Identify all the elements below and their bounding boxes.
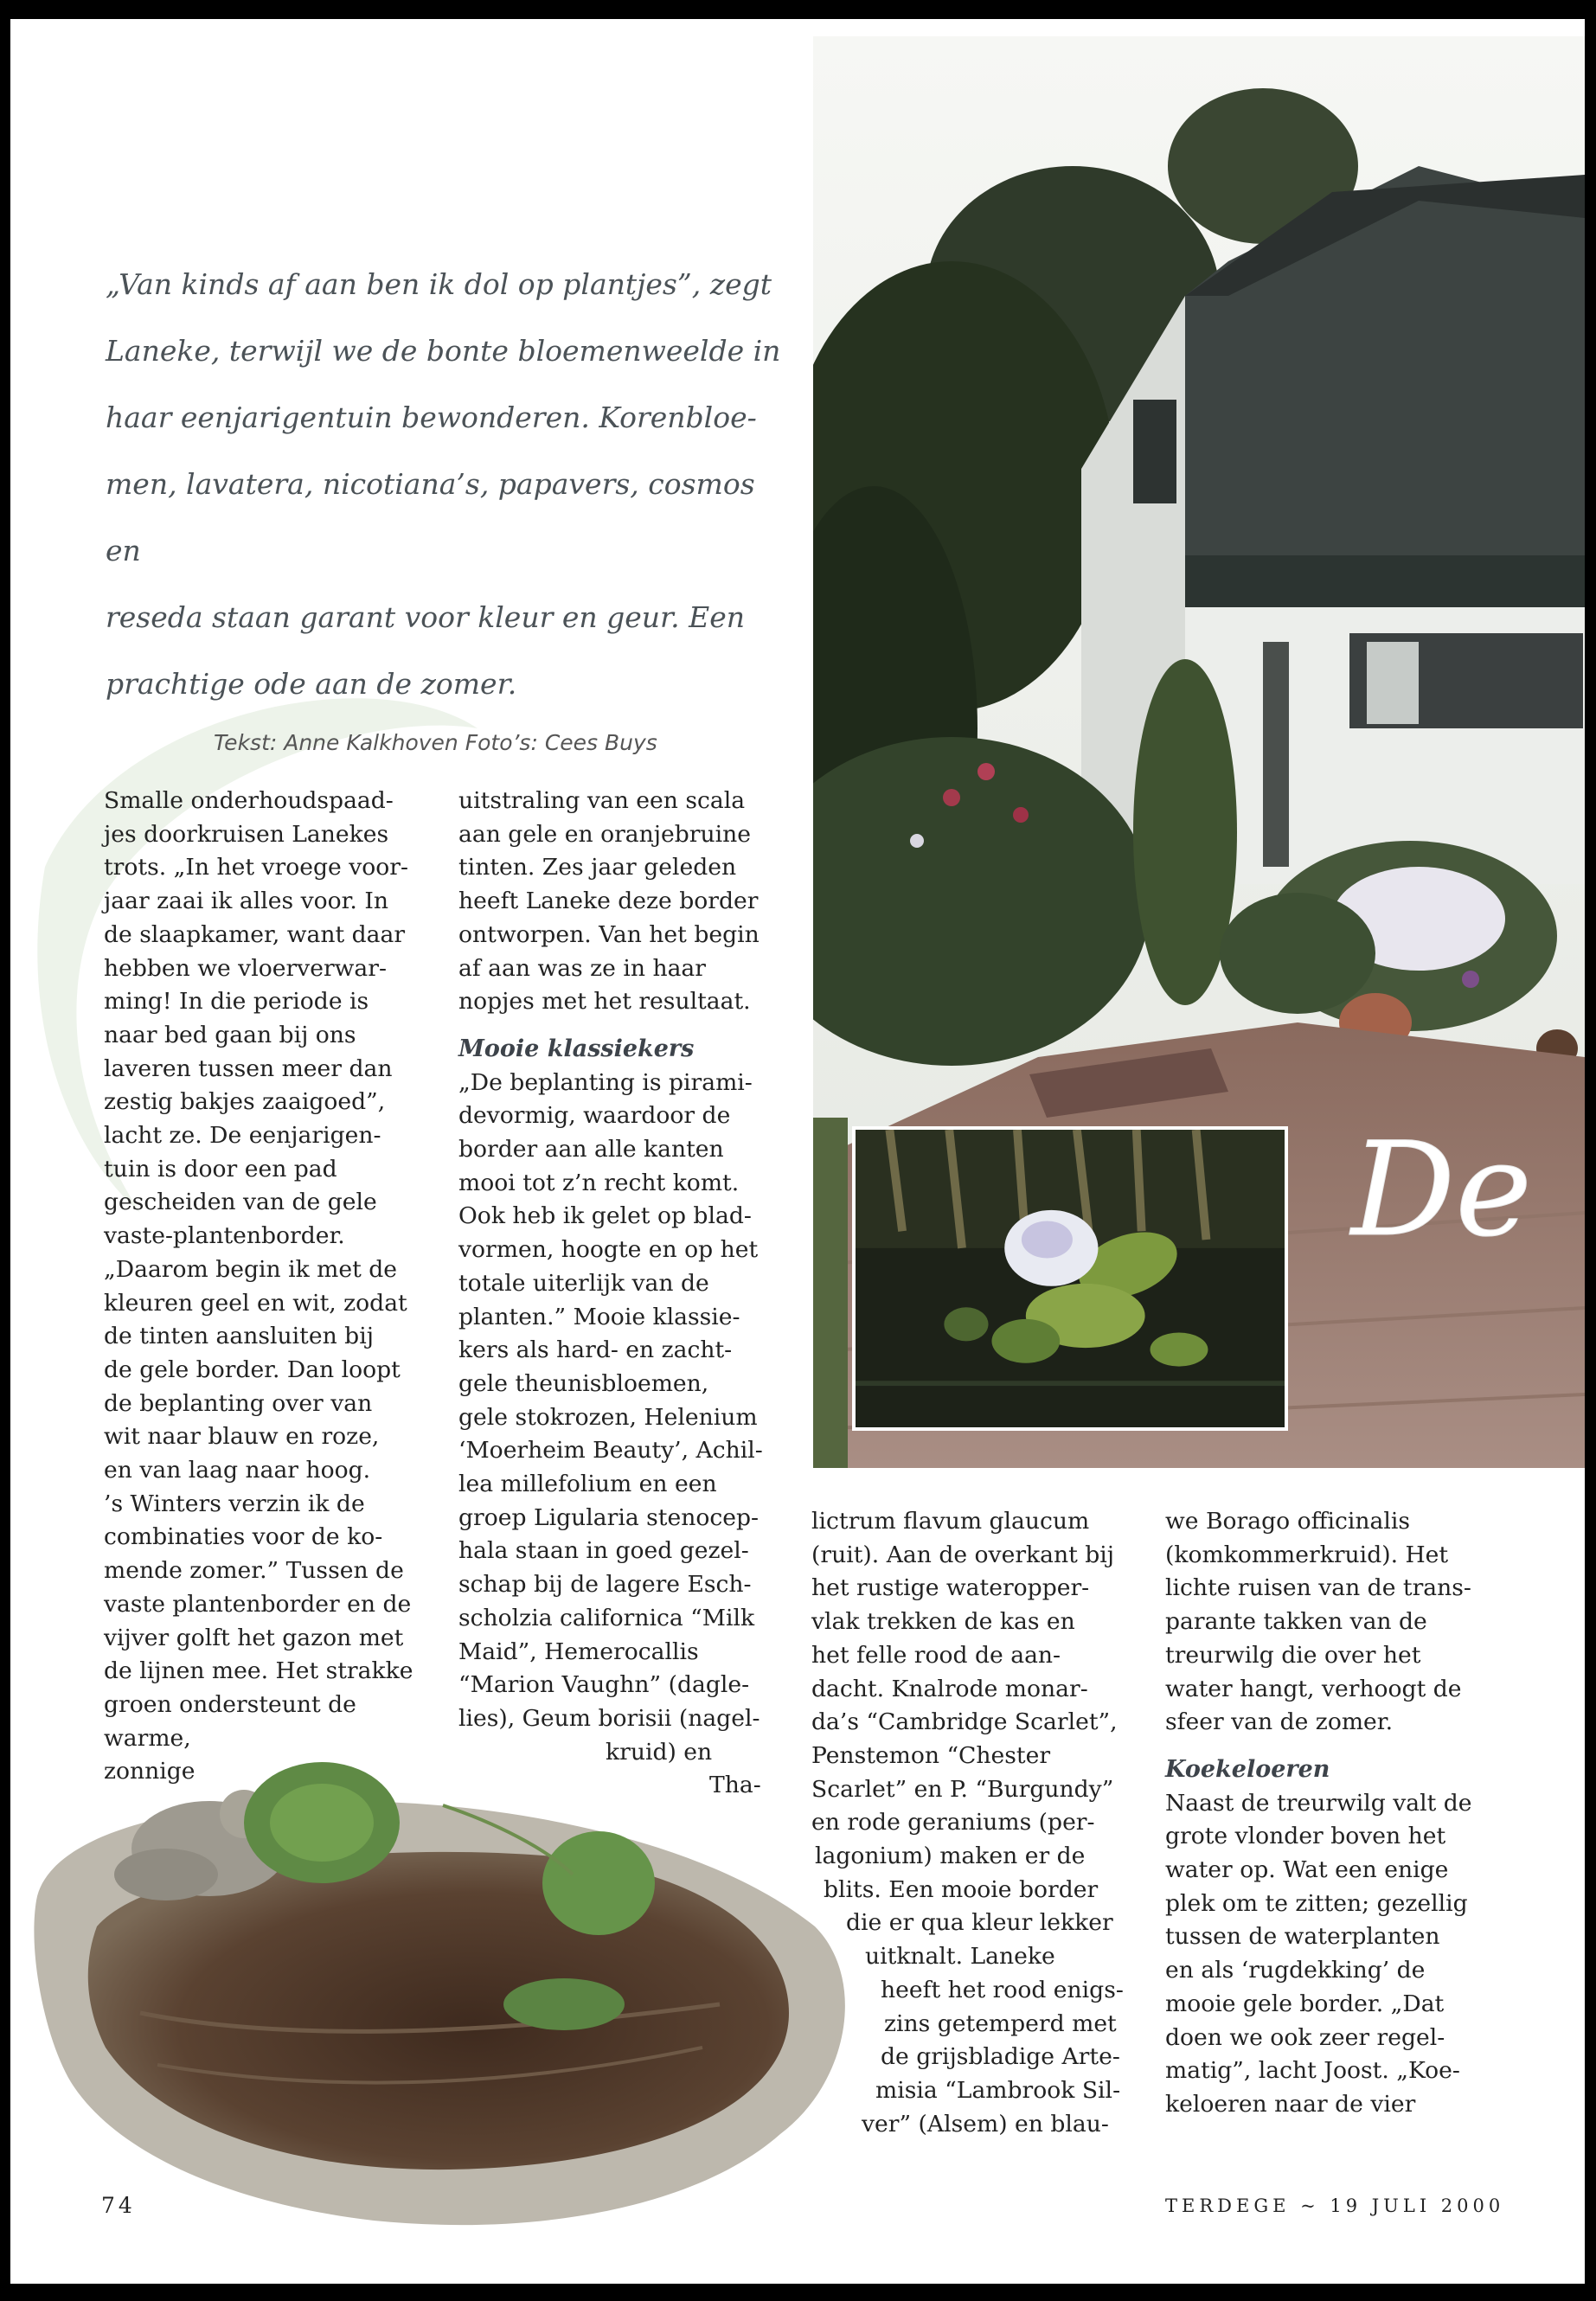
text-line: het felle rood de aan- [811,1641,1061,1669]
title-fragment-de [1343,1087,1567,1304]
text-line: trots. „In het vroege voor- [104,854,408,881]
text-line: lacht ze. De eenjarigen- [104,1122,381,1150]
column-3 [811,1505,1124,2141]
text-line: plek om te zitten; gezellig [1165,1889,1468,1917]
text-line: de lijnen mee. Het strakke [104,1657,413,1685]
text-line: dacht. Knalrode monar- [811,1675,1088,1702]
text-line: zins getemperd met [884,2009,1117,2037]
text-line: doen we ook zeer regel- [1165,2023,1445,2051]
text-line: ’s Winters verzin ik de [104,1490,365,1517]
birdbath-photo [10,1753,858,2238]
text-line: ‘Moerheim Beauty’, Achil- [458,1437,763,1465]
text-line: lictrum flavum glaucum [811,1508,1090,1535]
column-2 [458,785,763,1803]
subheading-koekeloeren: Koekeloeren [1165,1755,1330,1783]
text-line: heeft het rood enigs- [881,1976,1124,2003]
text-line: en rode geraniums (per- [811,1809,1095,1836]
text-line: lea millefolium en een [458,1471,717,1498]
intro-line: haar eenjarigentuin bewonderen. Korenbloe- [106,401,757,434]
text-line: sfeer van de zomer. [1165,1708,1394,1736]
text-line: ontworpen. Van het begin [458,920,760,948]
text-line: da’s “Cambridge Scarlet”, [811,1708,1118,1736]
text-line: jes doorkruisen Lanekes [104,820,389,848]
intro-line: men, lavatera, nicotiana’s, papavers, cosmos en [106,467,755,567]
text-line: die er qua kleur lekker [846,1909,1113,1937]
text-line: hala staan in goed gezel- [458,1537,749,1565]
text-line: Smalle onderhoudspaad- [104,787,394,814]
text-line: uitstraling van een scala [458,787,746,814]
text-line: vlak trekken de kas en [811,1608,1075,1636]
intro-line: reseda staan garant voor kleur en geur. Een [106,600,746,634]
text-line: de beplanting over van [104,1389,373,1417]
text-line: lichte ruisen van de trans- [1165,1574,1471,1602]
text-line: vaste-plantenborder. [104,1222,345,1250]
column-1 [104,785,413,1789]
text-line: de grijsbladige Arte- [881,2043,1120,2071]
text-line: gele stokrozen, Helenium [458,1403,758,1431]
text-line: totale uiterlijk van de [458,1269,709,1297]
text-line: mooie gele border. „Dat [1165,1990,1445,2017]
text-line: lies), Geum borisii (nagel- [458,1704,760,1732]
text-line: matig”, lacht Joost. „Koe- [1165,2057,1460,2085]
text-line: (komkommerkruid). Het [1165,1541,1449,1568]
text-line: „Daarom begin ik met de [104,1255,398,1283]
text-line: kruid) en [606,1738,713,1766]
text-line: devormig, waardoor de [458,1102,731,1130]
text-line: border aan alle kanten [458,1136,724,1163]
text-line: lagonium) maken er de [815,1843,1086,1870]
intro-line: prachtige ode aan de zomer. [106,667,517,701]
byline: Tekst: Anne Kalkhoven Foto’s: Cees Buys [214,730,657,755]
text-line: tussen de waterplanten [1165,1923,1440,1951]
text-line: gescheiden van de gele [104,1189,377,1216]
text-line: en van laag naar hoog. [104,1457,371,1484]
text-line: schap bij de lagere Esch- [458,1571,752,1599]
text-line: nopjes met het resultaat. [458,988,751,1016]
text-line: warme, [104,1724,191,1752]
text-line: water hangt, verhoogt de [1165,1675,1462,1702]
text-line: Naast de treurwilg valt de [1165,1789,1472,1817]
intro-paragraph [106,251,789,717]
text-line: tinten. Zes jaar geleden [458,854,737,881]
text-line: zestig bakjes zaaigoed”, [104,1088,386,1116]
text-line: “Marion Vaughn” (dagle- [458,1671,750,1699]
text-line: tuin is door een pad [104,1155,337,1183]
text-line: af aan was ze in haar [458,954,706,982]
text-line: naar bed gaan bij ons [104,1021,356,1048]
text-line: Maid”, Hemerocallis [458,1638,699,1665]
text-line: Penstemon “Chester [811,1741,1051,1769]
text-line: kleuren geel en wit, zodat [104,1289,407,1317]
text-line: water op. Wat een enige [1165,1856,1449,1884]
subheading-mooie-klassiekers: Mooie klassiekers [458,1035,695,1062]
text-line: scholzia californica “Milk [458,1604,755,1631]
text-line: Scarlet” en P. “Burgundy” [811,1775,1114,1803]
magazine-page [10,19,1585,2284]
intro-line: „Van kinds af aan ben ik dol op plantjes”, zegt [106,267,772,301]
text-line: de gele border. Dan loopt [104,1356,401,1383]
text-line: aan gele en oranjebruine [458,820,751,848]
text-line: mende zomer.” Tussen de [104,1557,404,1585]
text-line: ver” (Alsem) en blau- [862,2110,1109,2138]
text-line: jaar zaai ik alles voor. In [104,888,388,915]
water-plant-inset-photo [852,1126,1288,1431]
text-line: vormen, hoogte en op het [458,1236,759,1264]
text-line: ming! In die periode is [104,988,369,1016]
title-text: De [1351,1115,1533,1266]
text-line: Ook heb ik gelet op blad- [458,1202,752,1230]
text-line: planten.” Mooie klassie- [458,1303,740,1330]
text-line: de tinten aansluiten bij [104,1323,374,1350]
column-4 [1165,1505,1472,2122]
text-line: de slaapkamer, want daar [104,920,406,948]
text-line: grote vlonder boven het [1165,1823,1446,1850]
text-line: vaste plantenborder en de [104,1590,412,1618]
text-line: zonnige [104,1758,195,1785]
text-line: Tha- [709,1772,761,1799]
page-number: 74 [101,2193,136,2218]
text-line: treurwilg die over het [1165,1641,1421,1669]
text-line: we Borago officinalis [1165,1508,1411,1535]
text-line: parante takken van de [1165,1608,1427,1636]
text-line: uitknalt. Laneke [865,1943,1055,1971]
text-line: mooi tot z’n recht komt. [458,1169,740,1196]
text-line: kers als hard- en zacht- [458,1336,733,1364]
footer-magazine-date: TERDEGE ~ 19 JULI 2000 [1165,2195,1505,2216]
text-line: blits. Een mooie border [824,1875,1099,1903]
text-line: (ruit). Aan de overkant bij [811,1541,1115,1568]
text-line: heeft Laneke deze border [458,888,759,915]
text-line: hebben we vloerverwar- [104,954,387,982]
text-line: groen ondersteunt de [104,1690,356,1718]
text-line: misia “Lambrook Sil- [875,2076,1121,2104]
text-line: laveren tussen meer dan [104,1054,393,1082]
text-line: en als ‘rugdekking’ de [1165,1957,1426,1984]
text-line: „De beplanting is pirami- [458,1068,753,1096]
text-line: gele theunisbloemen, [458,1369,709,1397]
text-line: wit naar blauw en roze, [104,1423,380,1451]
text-line: groep Ligularia stenocep- [458,1503,760,1531]
text-line: vijver golft het gazon met [104,1624,404,1651]
intro-line: Laneke, terwijl we de bonte bloemenweelde in [106,334,781,368]
text-line: keloeren naar de vier [1165,2090,1416,2118]
text-line: het rustige wateropper- [811,1574,1090,1602]
text-line: combinaties voor de ko- [104,1523,383,1551]
